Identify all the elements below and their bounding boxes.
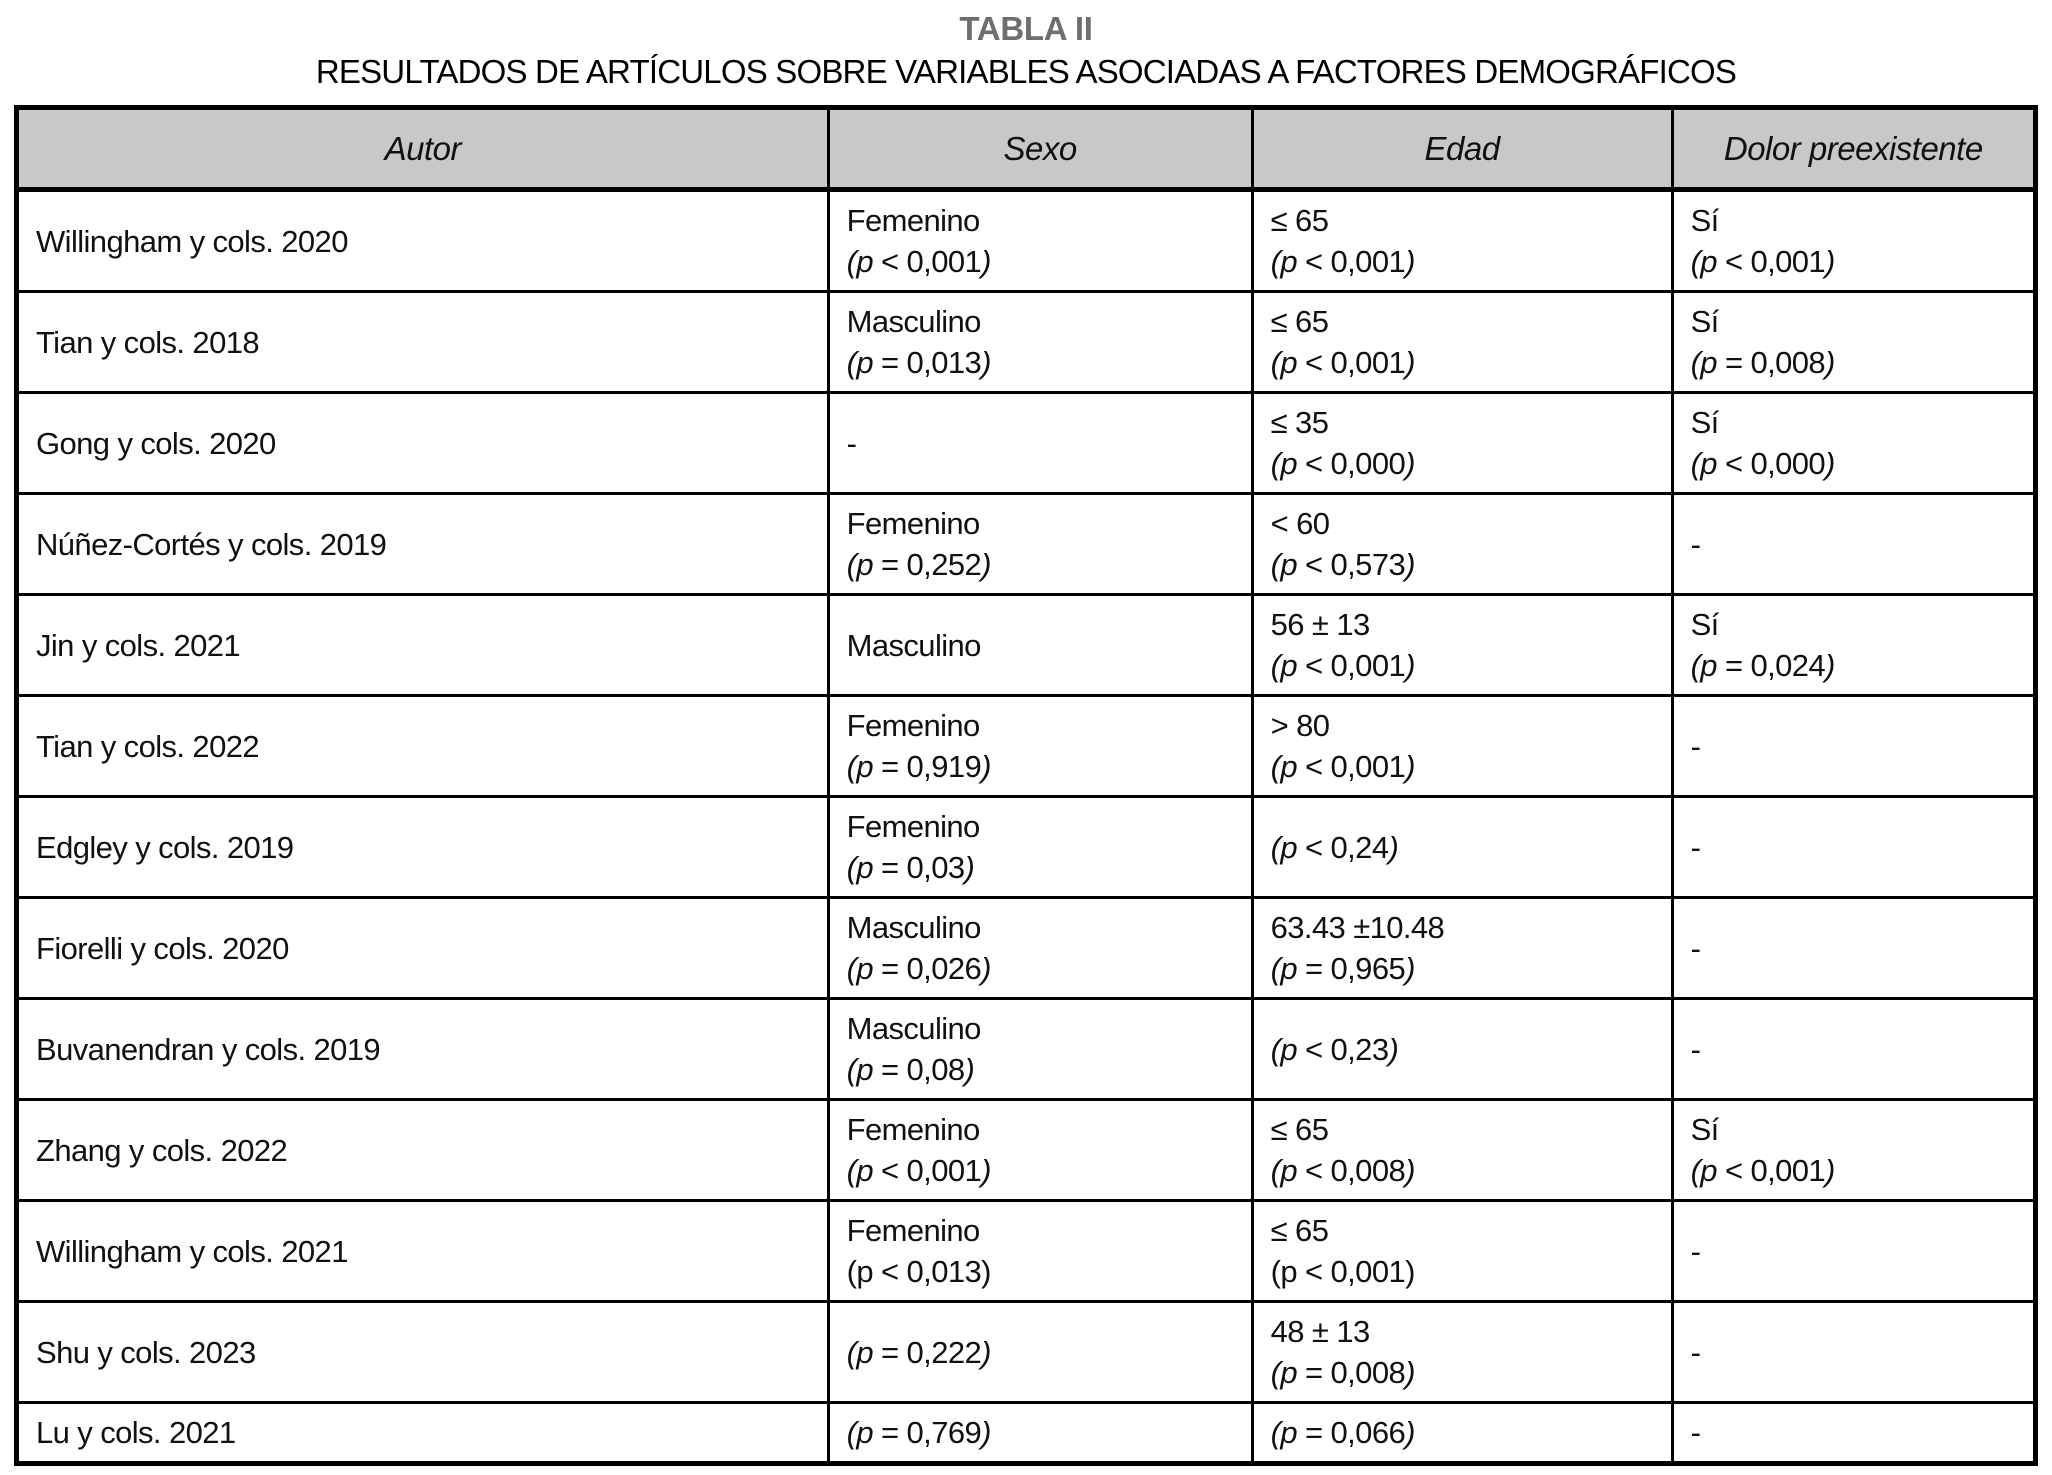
edad-cell [1252, 190, 1672, 292]
sexo-cell [828, 1100, 1252, 1201]
cell-line: Sí [1690, 203, 1719, 239]
cell-line: Masculino [846, 627, 981, 663]
edad-cell [1252, 393, 1672, 494]
cell-line: Buvanendran y cols. 2019 [36, 1031, 381, 1067]
column-header-dolor-preexistente: Dolor preexistente [1672, 107, 2035, 190]
edad-cell [1252, 1302, 1672, 1403]
autor-cell [17, 1201, 829, 1302]
cell-line: 48 ± 13 [1270, 1314, 1370, 1350]
cell-line: Sí [1690, 405, 1719, 441]
dolor-cell [1672, 393, 2035, 494]
cell-line: (p < 0,23) [1270, 1031, 1399, 1067]
cell-line: Willingham y cols. 2020 [36, 223, 348, 259]
edad-cell [1252, 494, 1672, 595]
cell-line: Femenino [846, 708, 980, 744]
cell-line: (p = 0,013) [846, 345, 991, 381]
cell-line: Núñez-Cortés y cols. 2019 [36, 526, 387, 562]
table-row [17, 292, 2036, 393]
cell-line: Femenino [846, 506, 980, 542]
sexo-cell [828, 595, 1252, 696]
table-header [17, 107, 2036, 190]
cell-line: Fiorelli y cols. 2020 [36, 930, 289, 966]
cell-line: (p = 0,03) [846, 850, 975, 886]
dolor-cell [1672, 494, 2035, 595]
dolor-cell [1672, 1201, 2035, 1302]
cell-line: Shu y cols. 2023 [36, 1334, 256, 1370]
sexo-cell [828, 1302, 1252, 1403]
cell-line: Femenino [846, 1213, 980, 1249]
cell-line: ≤ 35 [1270, 405, 1329, 441]
edad-cell [1252, 1100, 1672, 1201]
cell-line: ≤ 65 [1270, 1112, 1329, 1148]
cell-line: (p < 0,573) [1270, 547, 1415, 583]
cell-line: (p = 0,769) [846, 1415, 991, 1451]
table-row [17, 595, 2036, 696]
cell-line: Sí [1690, 607, 1719, 643]
cell-line: ≤ 65 [1270, 304, 1329, 340]
edad-cell [1252, 999, 1672, 1100]
cell-line: Gong y cols. 2020 [36, 425, 276, 461]
sexo-cell [828, 190, 1252, 292]
column-header-edad: Edad [1252, 107, 1672, 190]
cell-line: (p < 0,013) [846, 1254, 991, 1290]
sexo-cell [828, 898, 1252, 999]
sexo-cell [828, 797, 1252, 898]
dolor-cell [1672, 999, 2035, 1100]
dolor-cell [1672, 797, 2035, 898]
table-row [17, 1201, 2036, 1302]
cell-line: Edgley y cols. 2019 [36, 829, 294, 865]
autor-cell [17, 999, 829, 1100]
edad-cell [1252, 292, 1672, 393]
cell-line: (p = 0,026) [846, 951, 991, 987]
cell-line: - [1690, 728, 1701, 764]
autor-cell [17, 190, 829, 292]
cell-line: (p < 0,001) [846, 1153, 991, 1189]
cell-line: (p < 0,000) [1690, 446, 1835, 482]
cell-line: - [1690, 526, 1701, 562]
header-row [17, 107, 2036, 190]
autor-cell [17, 1100, 829, 1201]
table-row [17, 797, 2036, 898]
cell-line: - [1690, 1334, 1701, 1370]
autor-cell [17, 292, 829, 393]
cell-line: - [846, 425, 857, 461]
autor-cell [17, 1403, 829, 1464]
table-row [17, 898, 2036, 999]
column-header-autor: Autor [17, 107, 829, 190]
cell-line: (p = 0,252) [846, 547, 991, 583]
edad-cell [1252, 696, 1672, 797]
cell-line: (p < 0,000) [1270, 446, 1415, 482]
table-row [17, 393, 2036, 494]
cell-line: ≤ 65 [1270, 1213, 1329, 1249]
cell-line: (p < 0,001) [1270, 244, 1415, 280]
dolor-cell [1672, 1302, 2035, 1403]
cell-line: (p = 0,024) [1690, 648, 1835, 684]
autor-cell [17, 595, 829, 696]
table-row [17, 1302, 2036, 1403]
autor-cell [17, 494, 829, 595]
table-row [17, 1403, 2036, 1464]
cell-line: - [1690, 829, 1701, 865]
cell-line: Femenino [846, 809, 980, 845]
table-row [17, 696, 2036, 797]
table-row [17, 1100, 2036, 1201]
cell-line: (p = 0,08) [846, 1052, 975, 1088]
cell-line: Lu y cols. 2021 [36, 1415, 236, 1451]
dolor-cell [1672, 1100, 2035, 1201]
column-header-sexo: Sexo [828, 107, 1252, 190]
sexo-cell [828, 494, 1252, 595]
cell-line: Zhang y cols. 2022 [36, 1132, 288, 1168]
cell-line: Willingham y cols. 2021 [36, 1233, 348, 1269]
cell-line: - [1690, 1415, 1701, 1451]
cell-line: Femenino [846, 1112, 980, 1148]
cell-line: (p = 0,919) [846, 749, 991, 785]
cell-line: (p < 0,001) [1690, 244, 1835, 280]
cell-line: > 80 [1270, 708, 1330, 744]
table-row [17, 494, 2036, 595]
dolor-cell [1672, 696, 2035, 797]
cell-line: (p < 0,008) [1270, 1153, 1415, 1189]
sexo-cell [828, 393, 1252, 494]
cell-line: Sí [1690, 304, 1719, 340]
sexo-cell [828, 1201, 1252, 1302]
cell-line: (p < 0,001) [846, 244, 991, 280]
cell-line: Jin y cols. 2021 [36, 627, 241, 663]
dolor-cell [1672, 595, 2035, 696]
dolor-cell [1672, 190, 2035, 292]
cell-line: (p = 0,008) [1270, 1355, 1415, 1391]
table-body [17, 190, 2036, 1464]
cell-line: (p < 0,001) [1690, 1153, 1835, 1189]
results-table [14, 105, 2038, 1467]
cell-line: - [1690, 930, 1701, 966]
dolor-cell [1672, 898, 2035, 999]
cell-line: 63.43 ±10.48 [1270, 910, 1445, 946]
cell-line: < 60 [1270, 506, 1330, 542]
cell-line: (p < 0,001) [1270, 1254, 1415, 1290]
cell-line: (p < 0,24) [1270, 829, 1399, 865]
cell-line: (p < 0,001) [1270, 749, 1415, 785]
cell-line: - [1690, 1031, 1701, 1067]
cell-line: (p = 0,965) [1270, 951, 1415, 987]
table-title: TABLA II [959, 10, 1093, 47]
edad-cell [1252, 797, 1672, 898]
sexo-cell [828, 292, 1252, 393]
dolor-cell [1672, 292, 2035, 393]
cell-line: (p = 0,066) [1270, 1415, 1415, 1451]
cell-line: Masculino [846, 304, 981, 340]
edad-cell [1252, 1403, 1672, 1464]
autor-cell [17, 797, 829, 898]
table-row [17, 999, 2036, 1100]
sexo-cell [828, 696, 1252, 797]
cell-line: 56 ± 13 [1270, 607, 1370, 643]
cell-line: ≤ 65 [1270, 203, 1329, 239]
cell-line: Tian y cols. 2018 [36, 324, 259, 360]
cell-line: (p = 0,008) [1690, 345, 1835, 381]
table-row [17, 190, 2036, 292]
cell-line: (p < 0,001) [1270, 345, 1415, 381]
cell-line: Masculino [846, 910, 981, 946]
cell-line: (p < 0,001) [1270, 648, 1415, 684]
cell-line: Femenino [846, 203, 980, 239]
autor-cell [17, 898, 829, 999]
cell-line: - [1690, 1233, 1701, 1269]
cell-line: Masculino [846, 1011, 981, 1047]
sexo-cell [828, 999, 1252, 1100]
autor-cell [17, 393, 829, 494]
autor-cell [17, 696, 829, 797]
cell-line: Tian y cols. 2022 [36, 728, 259, 764]
sexo-cell [828, 1403, 1252, 1464]
table-subtitle: RESULTADOS DE ARTÍCULOS SOBRE VARIABLES ASOCIADAS A FACTORES DEMOGRÁFICOS [315, 52, 1737, 90]
cell-line: Sí [1690, 1112, 1719, 1148]
edad-cell [1252, 1201, 1672, 1302]
autor-cell [17, 1302, 829, 1403]
dolor-cell [1672, 1403, 2035, 1464]
title-block [14, 10, 2038, 92]
edad-cell [1252, 898, 1672, 999]
edad-cell [1252, 595, 1672, 696]
cell-line: (p = 0,222) [846, 1334, 991, 1370]
